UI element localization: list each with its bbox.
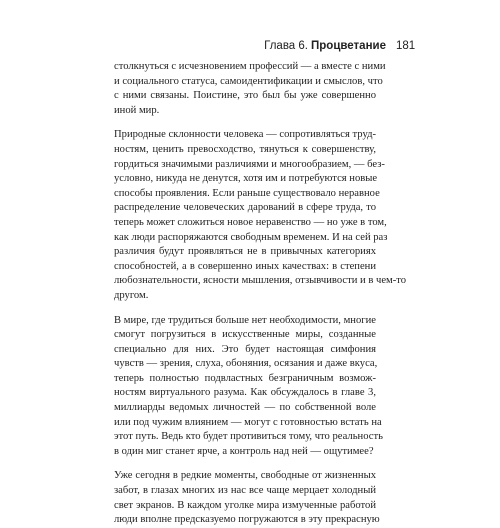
text-line: миллиарды ведомых личностей — по собственной воле — [114, 402, 376, 414]
text-line: специально для них. Это будет настоящая симфония — [114, 343, 376, 355]
text-line: Природные склонности человека — сопротивляться труд- — [114, 129, 376, 141]
text-line: этот путь. Ведь кто будет противиться тому, что реальность — [114, 431, 383, 443]
text-line: ностям виртуального разума. Как обсуждалось в главе 3, — [114, 387, 376, 399]
running-head — [264, 40, 386, 52]
paragraph — [114, 469, 380, 527]
chapter-label: Глава 6. — [264, 40, 308, 52]
chapter-title: Процветание — [311, 40, 386, 52]
paragraph — [114, 60, 386, 118]
text-line: люди вполне предсказуемо погружаются в эту прекрасную — [114, 514, 380, 526]
text-line: иной мир. — [114, 104, 160, 116]
page-number: 181 — [396, 40, 416, 52]
paragraph — [114, 128, 407, 303]
text-line: гордиться значимыми различиями и многообразием, — без- — [114, 158, 385, 170]
paragraph — [114, 314, 383, 460]
body-text — [114, 60, 407, 528]
text-line: различия будут проявляться не в привычных категориях — [114, 246, 376, 258]
text-line: с ними связаны. Поистине, это был бы уже совершенно — [114, 90, 376, 102]
text-line: в один миг станет ярче, а контроль над ней — ощутимее? — [114, 445, 374, 457]
text-line: Уже сегодня в редкие моменты, свободные от жизненных — [114, 470, 376, 482]
text-line: способностей, а в совершенно иных качествах: в степени — [114, 260, 376, 272]
text-line: любознательности, ясности мышления, отзывчивости и в чем-то — [114, 275, 407, 287]
text-line: распределение человеческих дарований в сфере труда, то — [114, 202, 376, 214]
text-line: свет экранов. В каждом уголке мира измученные работой — [114, 499, 376, 511]
text-line: или под чужим влиянием — могут с готовностью встать на — [114, 416, 382, 428]
text-line: чувств — зрения, слуха, обоняния, осязания и даже вкуса, — [114, 358, 378, 370]
text-line: В мире, где трудиться больше нет необходимости, многие — [114, 314, 376, 326]
text-line: столкнуться с исчезновением профессий — а вместе с ними — [114, 61, 386, 72]
text-line: условно, никуда не денутся, хотя им и потребуются новые — [114, 173, 378, 185]
text-line: ностям, ценить превосходство, тянуться к совершенству, — [114, 143, 376, 155]
text-line: забот, в глазах многих из нас все чаще мерцает холодный — [114, 485, 376, 497]
text-line: как люди распоряжаются свободным временем. И на сей раз — [114, 231, 388, 243]
text-line: смогут погрузиться в искусственные миры, созданные — [114, 329, 376, 341]
text-line: и социального статуса, самоидентификации и смыслов, что — [114, 75, 383, 87]
text-line: способы проявления. Если раньше существовало неравное — [114, 187, 380, 199]
text-line: теперь может сложиться новое неравенство — но уже в том, — [114, 216, 387, 228]
text-line: теперь полностью подвластных безграничным возмож- — [114, 372, 376, 384]
text-line: другом. — [114, 289, 149, 301]
